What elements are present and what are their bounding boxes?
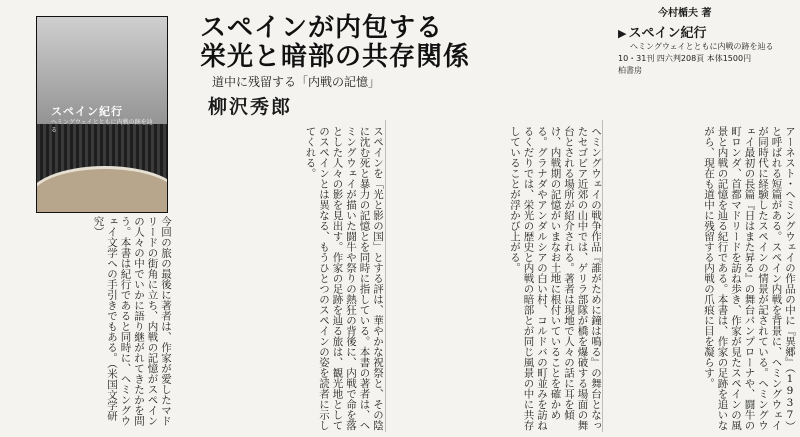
book-author: 今村楯夫 著 (658, 8, 712, 19)
body-column-b: ヘミングウェイの戦争作品『誰がために鐘は鳴る』の舞台となったセゴビア近郊の山中では、ゲリラ部隊が橋を爆破する場面の舞台とされる場所が紹介される。著者は現地で人々の話に耳を傾け、内戦期の記憶がいまなお土地に根付いていることを確かめる。グラナダやアンダルシアの白い村、コルドバの町並みを訪ねるくだりでは、栄光の歴史と内戦の暗部とが同じ風景の中に共存していることが浮かび上がる。 (509, 126, 602, 431)
book-title (618, 22, 798, 41)
body-column-c: スペインを「光と影の国」とする評は、華やかな祝祭と、その陰に沈む死と暴力の記憶とを同時に指している。本書の著者は、ヘミングウェイが描いた闘牛や祭りの熱狂の背後に、内戦で命を落とした人々の影を見出す。作家の足跡を辿る旅は、観光地としてのスペインとは異なる、もうひとつのスペインの姿を読者に示してくれる。 (304, 126, 384, 431)
headline-line-2: 栄光と暗部の共存関係 (200, 42, 471, 72)
body-column-d: 今回の旅の最後に著者は、作家が愛したマドリードの街角に立ち、内戦の記憶がスペインの人々の中でいかに語り継がれてきたかを問う。本書は紀行であると同時に、ヘミングウェイ文学への手引きでもある。（米国文学研究） (92, 216, 172, 426)
headline-line-1: スペインが内包する (200, 13, 444, 43)
book-info-box (618, 4, 798, 76)
book-title-text: スペイン紀行 (628, 26, 707, 41)
cover-title: スペイン紀行 (51, 105, 123, 118)
body-column-a: アーネスト・ヘミングウェイの作品の中に『異郷』（1937）と呼ばれる短篇がある。スペイン内戦を背景に、ヘミングウェイが同時代に経験したスペインの情景が記されている。ヘミングウェイ最初の長篇『日はまた昇る』の舞台パンプローナや、闘牛の町ロンダ、首都マドリードを訪ね歩き、作家が見たスペインの風景と内戦の記憶を辿る紀行である。本書は、作家の足跡を追いながら、現在も道中に残留する内戦の爪痕に目を凝らす。 (703, 126, 796, 432)
cover-bullring-arena (36, 166, 168, 213)
review-author: 柳沢秀郎 (208, 96, 293, 118)
book-publisher: 柏書房 (618, 66, 642, 75)
book-subtitle: ヘミングウェイとともに内戦の跡を辿る (630, 42, 774, 51)
article-subtitle: 道中に残留する「内戦の記憶」 (212, 75, 381, 89)
book-cover-image (36, 16, 168, 213)
triangle-marker-icon: ▶ (618, 27, 627, 40)
column-divider (602, 120, 603, 432)
book-publication-details: 10・31刊 四六判208頁 本体1500円 (618, 54, 752, 63)
cover-subtitle: ヘミングウェイとともに内戦の跡を辿る (51, 119, 153, 134)
